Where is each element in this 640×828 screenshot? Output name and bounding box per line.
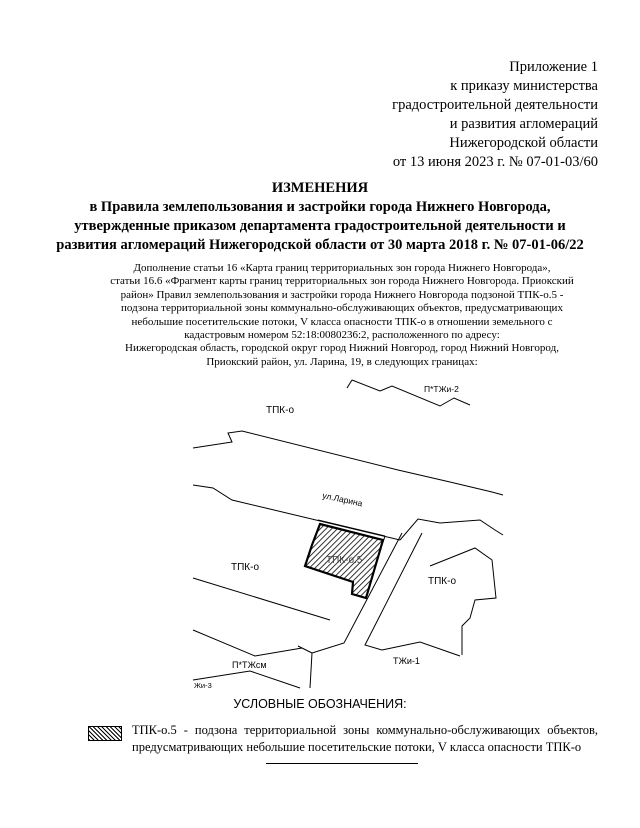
map-label-tzhi1: ТЖи-1 <box>393 656 420 666</box>
map-label-tpk-right: ТПК-о <box>428 576 457 587</box>
appendix-header <box>318 58 598 172</box>
footer-divider <box>266 763 418 764</box>
description-line: небольшие посетительские потоки, V класса опасности ТПК-о в отношении земельного с <box>131 315 553 328</box>
title-line: в Правила землепользования и застройки города Нижнего Новгорода, <box>89 199 551 215</box>
title-line: развития агломераций Нижегородской области от 30 марта 2018 г. № 07-01-06/22 <box>56 237 584 253</box>
map-boundary-line <box>298 646 312 653</box>
legend-text: ТПК-о.5 - подзона территориальной зоны коммунально-обслуживающих объектов, предусматривающих небольшие посетительские потоки, V класса опасности ТПК-о <box>132 723 598 754</box>
map-label-street: ул.Ларина <box>321 490 364 509</box>
zone-boundary-map <box>0 370 640 695</box>
document-title <box>40 179 600 255</box>
appendix-line: и развития агломераций <box>449 116 598 132</box>
description-line: кадастровым номером 52:18:0080236:2, расположенного по адресу: <box>184 329 500 342</box>
map-boundary-line <box>193 630 302 656</box>
map-boundary-line <box>382 642 460 656</box>
description-line: Дополнение статьи 16 «Карта границ территориальных зон города Нижнего Новгорода», <box>133 262 551 274</box>
map-boundary-line <box>193 431 450 482</box>
appendix-line: от 13 июня 2023 г. № 07-01-03/60 <box>392 154 598 170</box>
map-label-ptzhi2: П*ТЖи-2 <box>424 384 459 394</box>
appendix-line: градостроительной деятельности <box>392 97 598 113</box>
map-label-subzone: ТПК-о.5 <box>326 555 363 566</box>
map-label-zhi3: Жи-3 <box>194 681 212 690</box>
description-paragraph <box>92 262 592 369</box>
map-boundary-line <box>347 380 352 388</box>
map-boundary-line <box>430 548 496 655</box>
map-label-tpk-left: ТПК-о <box>231 562 260 573</box>
description-line: район» Правил землепользования и застройки города Нижнего Новгорода подзоной ТПК-о.5 - <box>120 288 564 301</box>
appendix-line: Приложение 1 <box>509 59 598 75</box>
description-line: статьи 16.6 «Фрагмент карты границ территориальных зон города Нижнего Новгорода. Приокский <box>110 275 574 288</box>
description-line: подзона территориальной зоны коммунально-обслуживающих объектов, предусматривающих <box>121 302 563 315</box>
title-line: утвержденные приказом департамента градостроительной деятельности и <box>74 218 566 234</box>
appendix-line: к приказу министерства <box>450 78 598 94</box>
map-boundary-line <box>400 519 503 540</box>
title-line: ИЗМЕНЕНИЯ <box>271 180 369 196</box>
map-label-tpk-top: ТПК-о <box>266 405 295 416</box>
map-boundary-line <box>450 482 503 495</box>
legend-hatch-swatch <box>88 726 122 741</box>
map-label-ptzhsm: П*ТЖсм <box>232 660 267 670</box>
description-line: Нижегородская область, городской округ город Нижний Новгород, город Нижний Новгород, <box>125 342 559 355</box>
legend-heading: УСЛОВНЫЕ ОБОЗНАЧЕНИЯ: <box>233 697 407 711</box>
description-line: Приокский район, ул. Ларина, 19, в следующих границах: <box>206 355 478 368</box>
appendix-line: Нижегородской области <box>449 135 598 151</box>
map-boundary-line <box>193 578 330 620</box>
